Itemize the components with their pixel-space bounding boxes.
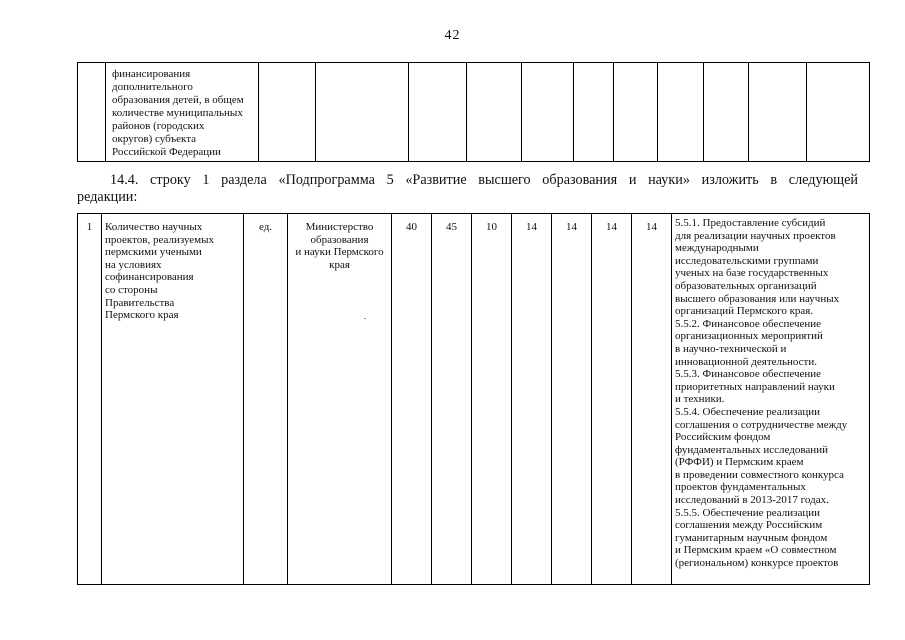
empty-cell [467,63,522,162]
scan-speck [364,318,366,319]
description-line: дополнительного [112,81,193,93]
unit-cell: ед. [244,214,288,585]
event-line: 5.5.5. Обеспечение реализации [675,506,821,519]
event-line: приоритетных направлений науки [675,380,835,393]
event-line: исследований в 2013-2017 годах. [675,494,829,507]
event-line: организационных мероприятий [675,330,823,343]
event-line: Российским фондом [675,431,771,444]
empty-cell [574,63,614,162]
event-line: организаций Пермского края. [675,305,814,318]
empty-cell [522,63,574,162]
indicator-line: Пермского края [105,309,179,322]
event-line: 5.5.2. Финансовое обеспечение [675,317,822,330]
empty-cell [807,63,870,162]
event-line: (региональном) конкурсе проектов [675,557,839,570]
empty-cell [409,63,467,162]
row-number-cell: 1 [78,214,102,585]
description-line: округов) субъекта [112,133,197,145]
event-line: и Пермским краем «О совместном [675,544,837,557]
event-line: в научно-технической и [675,342,787,355]
subprogram-row-table [77,213,870,585]
events-cell [672,214,870,585]
indicator-line: со стороны [105,283,158,296]
executor-line: края [329,258,350,271]
event-line: международными [675,242,759,255]
event-line: для реализации научных проектов [675,229,836,242]
value-cell: 45 [432,214,472,585]
empty-cell [614,63,658,162]
event-line: образовательных организаций [675,279,817,292]
event-line: и техники. [675,393,725,406]
indicator-line: Количество научных [105,221,203,233]
empty-cell [259,63,316,162]
event-line: 5.5.3. Финансовое обеспечение [675,368,822,381]
indicator-line: Правительства [105,296,175,309]
event-line: в проведении совместного конкурса [675,468,844,481]
value-cell: 14 [592,214,632,585]
description-line: количестве муниципальных [112,107,243,119]
amendment-paragraph-line: 14.4. строку 1 раздела «Подпрограмма 5 «Развитие высшего образования и науки» изложить в следующей [110,172,858,188]
executor-line: Министерство [305,221,374,233]
executor-line: и науки Пермского [295,246,384,259]
description-line: районов (городских [112,120,205,132]
value-cell: 14 [632,214,672,585]
amendment-paragraph-line: редакции: [77,189,138,205]
indicator-line: пермскими учеными [105,246,202,259]
event-line: исследовательскими группами [675,254,819,267]
indicator-line: проектов, реализуемых [105,233,215,246]
page-number: 42 [444,28,461,43]
indicator-cell [102,214,244,585]
empty-cell [316,63,409,162]
value-cell: 14 [512,214,552,585]
indicator-line: софинансирования [105,271,194,284]
event-line: фундаментальных исследований [675,443,828,456]
description-line: финансирования [112,68,191,80]
event-line: 5.5.4. Обеспечение реализации [675,405,821,418]
event-line: гуманитарным научным фондом [675,531,828,544]
empty-cell [78,63,106,162]
event-line: проектов фундаментальных [675,481,806,494]
event-line: (РФФИ) и Пермским краем [675,456,804,469]
value-cell: 40 [392,214,432,585]
event-line: соглашения о сотрудничестве между [675,418,848,431]
executor-line: образования [310,233,369,246]
empty-cell [749,63,807,162]
event-line: ученых на базе государственных [675,267,829,280]
description-line: образования детей, в общем [112,94,244,106]
executor-cell [288,214,392,585]
event-line: соглашения между Российским [675,519,823,532]
indicator-description-cell [106,63,259,162]
indicator-line: на условиях [105,258,162,271]
empty-cell [658,63,704,162]
description-line: Российской Федерации [112,146,221,158]
event-line: высшего образования или научных [675,292,840,305]
empty-cell [704,63,749,162]
event-line: 5.5.1. Предоставление субсидий [675,217,826,229]
value-cell: 10 [472,214,512,585]
previous-table-fragment [77,62,870,162]
event-line: инновационной деятельности. [675,355,817,368]
value-cell: 14 [552,214,592,585]
